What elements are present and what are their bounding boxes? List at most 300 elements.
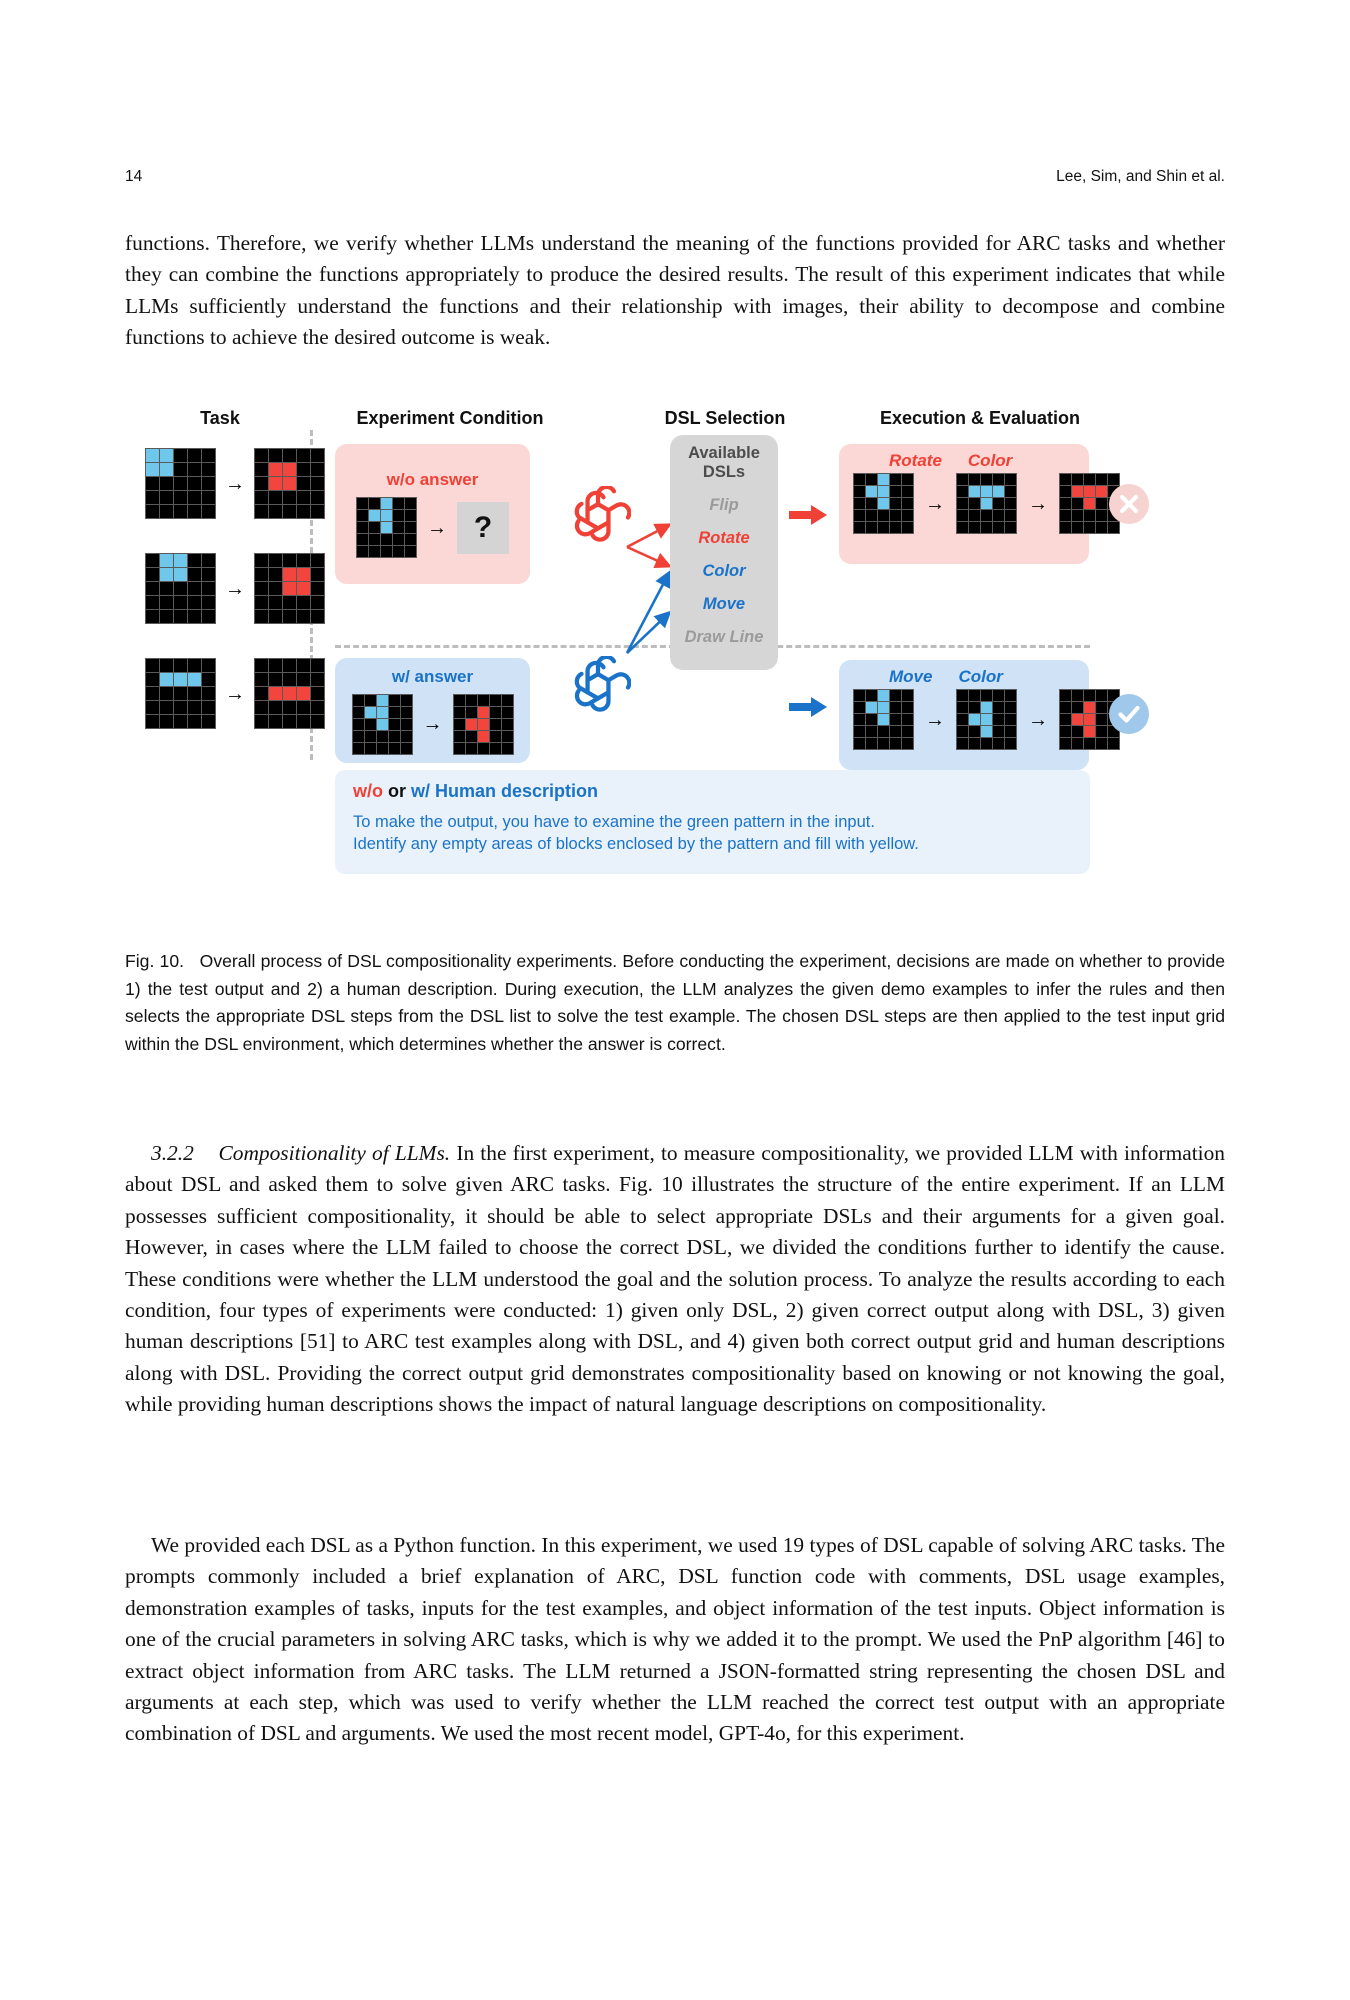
- grid-cell: [357, 498, 368, 509]
- grid-cell: [188, 491, 201, 504]
- available-dsl-panel: [670, 435, 778, 670]
- grid-cell: [269, 477, 282, 490]
- paragraph-top: functions. Therefore, we verify whether LLMs understand the meaning of the functions provided for ARC tasks and whether they can combine the functions appropriately to produce the desired results. The result of this experiment indicates that while LLMs sufficiently understand the functions and their relationship with images, their ability to decompose and combine functions to achieve the desired outcome is weak.: [125, 231, 1225, 350]
- grid-cell: [146, 687, 159, 700]
- grid-cell: [255, 463, 268, 476]
- task-input-grid: [145, 553, 216, 624]
- grid-cell: [957, 702, 968, 713]
- grid-cell: [902, 726, 913, 737]
- grid-cell: [454, 719, 465, 730]
- grid-cell: [902, 510, 913, 521]
- grid-cell: [369, 546, 380, 557]
- grid-cell: [401, 743, 412, 754]
- verdict-correct-icon: [1109, 694, 1149, 734]
- grid-cell: [993, 714, 1004, 725]
- grid-cell: [255, 477, 268, 490]
- grid-cell: [1060, 522, 1071, 533]
- grid-cell: [146, 491, 159, 504]
- grid-cell: [981, 474, 992, 485]
- experiment-condition-label: w/ answer: [391, 666, 474, 686]
- grid-cell: [297, 568, 310, 581]
- grid-cell: [1084, 510, 1095, 521]
- grid-cell: [297, 554, 310, 567]
- grid-cell: [311, 715, 324, 728]
- grid-cell: [957, 474, 968, 485]
- grid-cell: [283, 463, 296, 476]
- grid-cell: [902, 474, 913, 485]
- grid-cell: [269, 568, 282, 581]
- grid-cell: [1084, 738, 1095, 749]
- grid-cell: [1096, 726, 1107, 737]
- grid-cell: [1072, 510, 1083, 521]
- grid-cell: [1072, 486, 1083, 497]
- grid-cell: [255, 687, 268, 700]
- experiment-condition-label: w/o answer: [386, 470, 479, 489]
- grid-cell: [297, 715, 310, 728]
- grid-cell: [255, 568, 268, 581]
- grid-cell: [188, 596, 201, 609]
- dsl-item-flip[interactable]: Flip: [709, 496, 739, 514]
- grid-cell: [269, 715, 282, 728]
- dsl-panel-title: Available DSLs: [688, 444, 760, 481]
- grid-cell: [890, 474, 901, 485]
- grid-cell: [957, 690, 968, 701]
- grid-cell: [357, 534, 368, 545]
- grid-cell: [377, 695, 388, 706]
- grid-cell: [365, 707, 376, 718]
- grid-cell: [389, 743, 400, 754]
- experiment-condition-body: [356, 497, 509, 558]
- grid-cell: [1084, 474, 1095, 485]
- grid-cell: [957, 714, 968, 725]
- grid-cell: [353, 743, 364, 754]
- grid-cell: [188, 701, 201, 714]
- grid-cell: [297, 610, 310, 623]
- grid-cell: [357, 546, 368, 557]
- execution-step-rotate: Rotate: [889, 451, 942, 470]
- task-input-grid: [145, 658, 216, 729]
- page-number: 14: [125, 168, 143, 185]
- grid-cell: [405, 510, 416, 521]
- flow-arrow-blue-icon: [789, 696, 829, 723]
- grid-cell: [1096, 690, 1107, 701]
- grid-cell: [389, 731, 400, 742]
- grid-cell: [311, 463, 324, 476]
- arrow-right-icon: →: [225, 682, 245, 705]
- grid-cell: [969, 498, 980, 509]
- grid-cell: [902, 522, 913, 533]
- paragraph-last: We provided each DSL as a Python function. In this experiment, we used 19 types of DSL capable of solving ARC tasks. The prompts commonly included a brief explanation of ARC, DSL function code with comments, DSL usage examples, demonstration examples of tasks, inputs for the test examples, and object information of the test inputs. Object information is one of the crucial parameters in solving ARC tasks, which is why we added it to the prompt. We used the PnP algorithm [46] to extract object information from ARC tasks. The LLM returned a JSON-formatted string representing the chosen DSL and arguments at each step, which was used to verify whether the LLM reached the correct test output with an appropriate combination of DSL and arguments. We used the most recent model, GPT-4o, for this experiment.: [125, 1533, 1225, 1746]
- grid-cell: [389, 707, 400, 718]
- grid-cell: [401, 731, 412, 742]
- grid-cell: [202, 491, 215, 504]
- grid-cell: [297, 477, 310, 490]
- grid-cell: [146, 715, 159, 728]
- grid-cell: [993, 738, 1004, 749]
- grid-cell: [297, 687, 310, 700]
- grid-cell: [866, 726, 877, 737]
- grid-cell: [160, 449, 173, 462]
- grid-cell: [160, 491, 173, 504]
- grid-cell: [283, 687, 296, 700]
- grid-cell: [269, 491, 282, 504]
- execution-grid-sequence: [853, 689, 1075, 750]
- experiment-condition-body: [352, 694, 514, 755]
- grid-cell: [160, 715, 173, 728]
- grid-cell: [160, 477, 173, 490]
- grid-cell: [957, 486, 968, 497]
- grid-cell: [297, 701, 310, 714]
- grid-cell: [174, 596, 187, 609]
- grid-cell: [160, 554, 173, 567]
- grid-cell: [957, 510, 968, 521]
- grid-cell: [297, 491, 310, 504]
- grid-cell: [854, 486, 865, 497]
- arrow-right-icon: →: [225, 577, 245, 600]
- grid-cell: [160, 505, 173, 518]
- grid-cell: [454, 743, 465, 754]
- grid-cell: [878, 522, 889, 533]
- figure-10: [125, 408, 1225, 913]
- grid-cell: [297, 449, 310, 462]
- grid-cell: [174, 477, 187, 490]
- grid-cell: [1072, 690, 1083, 701]
- grid-cell: [202, 477, 215, 490]
- arrow-right-icon: →: [1028, 708, 1048, 731]
- grid-cell: [297, 463, 310, 476]
- execution-grid: [956, 689, 1017, 750]
- grid-cell: [878, 474, 889, 485]
- dsl-item-rotate[interactable]: Rotate: [698, 529, 750, 547]
- grid-cell: [255, 491, 268, 504]
- grid-cell: [188, 715, 201, 728]
- grid-cell: [311, 505, 324, 518]
- grid-cell: [353, 695, 364, 706]
- unknown-answer-box: ?: [457, 502, 509, 554]
- execution-row-correct: [839, 660, 1089, 770]
- task-output-grid: [254, 448, 325, 519]
- grid-cell: [188, 568, 201, 581]
- grid-cell: [160, 659, 173, 672]
- grid-cell: [490, 743, 501, 754]
- grid-cell: [502, 707, 513, 718]
- grid-cell: [993, 486, 1004, 497]
- grid-cell: [993, 702, 1004, 713]
- experiment-condition-with-answer: [335, 658, 530, 763]
- grid-cell: [269, 505, 282, 518]
- grid-cell: [188, 449, 201, 462]
- running-head-authors: Lee, Sim, and Shin et al.: [1056, 168, 1225, 185]
- grid-cell: [1060, 702, 1071, 713]
- grid-cell: [405, 546, 416, 557]
- grid-cell: [365, 719, 376, 730]
- grid-cell: [255, 582, 268, 595]
- grid-cell: [369, 510, 380, 521]
- grid-cell: [957, 738, 968, 749]
- execution-step-color: Color: [958, 667, 1003, 686]
- grid-cell: [854, 498, 865, 509]
- grid-cell: [405, 534, 416, 545]
- grid-cell: [269, 554, 282, 567]
- grid-cell: [890, 510, 901, 521]
- grid-cell: [866, 474, 877, 485]
- arrow-right-icon: →: [225, 472, 245, 495]
- grid-cell: [174, 659, 187, 672]
- grid-cell: [1096, 474, 1107, 485]
- grid-cell: [1084, 726, 1095, 737]
- grid-cell: [890, 702, 901, 713]
- grid-cell: [401, 707, 412, 718]
- section-number: 3.2.2: [151, 1141, 194, 1165]
- grid-cell: [1060, 498, 1071, 509]
- grid-cell: [146, 673, 159, 686]
- grid-cell: [405, 522, 416, 533]
- execution-step-labels: [889, 667, 1075, 687]
- grid-cell: [490, 707, 501, 718]
- grid-cell: [1005, 510, 1016, 521]
- grid-cell: [146, 659, 159, 672]
- grid-cell: [160, 673, 173, 686]
- grid-cell: [981, 738, 992, 749]
- grid-cell: [297, 596, 310, 609]
- dsl-item-color[interactable]: Color: [702, 562, 746, 580]
- grid-cell: [478, 695, 489, 706]
- grid-cell: [969, 702, 980, 713]
- grid-cell: [478, 719, 489, 730]
- grid-cell: [269, 449, 282, 462]
- grid-cell: [283, 610, 296, 623]
- grid-cell: [353, 719, 364, 730]
- grid-cell: [283, 582, 296, 595]
- grid-cell: [146, 582, 159, 595]
- grid-cell: [393, 522, 404, 533]
- grid-cell: [878, 702, 889, 713]
- grid-cell: [902, 498, 913, 509]
- grid-cell: [878, 486, 889, 497]
- figure-caption-label: Fig. 10.: [125, 951, 184, 971]
- human-description-line-2: Identify any empty areas of blocks enclosed by the pattern and fill with yellow.: [353, 835, 919, 853]
- grid-cell: [878, 714, 889, 725]
- grid-cell: [890, 690, 901, 701]
- grid-cell: [283, 554, 296, 567]
- grid-cell: [255, 659, 268, 672]
- grid-cell: [202, 596, 215, 609]
- grid-cell: [202, 449, 215, 462]
- grid-cell: [146, 477, 159, 490]
- dsl-item-draw-line[interactable]: Draw Line: [684, 628, 764, 646]
- arrow-right-icon: →: [422, 713, 443, 735]
- grid-cell: [1060, 510, 1071, 521]
- grid-cell: [381, 510, 392, 521]
- running-head: [125, 168, 1225, 186]
- grid-cell: [1096, 738, 1107, 749]
- openai-logo-icon: [565, 486, 631, 557]
- grid-cell: [890, 726, 901, 737]
- grid-cell: [255, 715, 268, 728]
- grid-cell: [357, 522, 368, 533]
- grid-cell: [311, 554, 324, 567]
- arrow-right-icon: →: [925, 492, 945, 515]
- grid-cell: [365, 731, 376, 742]
- execution-grid: [853, 689, 914, 750]
- flow-arrow-red-icon: [789, 504, 829, 531]
- grid-cell: [878, 738, 889, 749]
- grid-cell: [311, 449, 324, 462]
- grid-cell: [1084, 522, 1095, 533]
- grid-cell: [1005, 522, 1016, 533]
- section-title: Compositionality of LLMs.: [218, 1141, 451, 1165]
- grid-cell: [890, 486, 901, 497]
- grid-cell: [1005, 486, 1016, 497]
- grid-cell: [957, 498, 968, 509]
- grid-cell: [902, 714, 913, 725]
- grid-cell: [981, 702, 992, 713]
- grid-cell: [478, 743, 489, 754]
- grid-cell: [1060, 738, 1071, 749]
- grid-cell: [1072, 474, 1083, 485]
- grid-cell: [160, 687, 173, 700]
- grid-cell: [405, 498, 416, 509]
- execution-step-move: Move: [889, 667, 933, 686]
- grid-cell: [502, 743, 513, 754]
- grid-cell: [1096, 522, 1107, 533]
- grid-cell: [255, 505, 268, 518]
- grid-cell: [202, 554, 215, 567]
- grid-cell: [878, 498, 889, 509]
- grid-cell: [269, 582, 282, 595]
- grid-cell: [311, 687, 324, 700]
- grid-cell: [981, 714, 992, 725]
- grid-cell: [1084, 702, 1095, 713]
- grid-cell: [188, 554, 201, 567]
- grid-cell: [969, 726, 980, 737]
- grid-cell: [878, 690, 889, 701]
- grid-cell: [160, 596, 173, 609]
- grid-cell: [981, 510, 992, 521]
- grid-cell: [174, 673, 187, 686]
- grid-cell: [160, 582, 173, 595]
- grid-cell: [369, 498, 380, 509]
- grid-cell: [854, 522, 865, 533]
- section-body: In the first experiment, to measure compositionality, we provided LLM with information about DSL and asked them to solve given ARC tasks. Fig. 10 illustrates the structure of the entire experiment. If an LLM possesses sufficient compositionality, it should be able to select appropriate DSLs and their arguments for a given goal. However, in cases where the LLM failed to choose the correct DSL, we divided the conditions further to identify the cause. These conditions were whether the LLM understood the goal and the solution process. To analyze the results according to each condition, four types of experiments were conducted: 1) given only DSL, 2) given correct output along with DSL, 3) given human descriptions [51] to ARC test examples along with DSL, and 4) given both correct output grid and human descriptions along with DSL. Providing the correct output grid demonstrates compositionality based on knowing or not knowing the goal, while providing human descriptions shows the impact of natural language descriptions on compositionality.: [125, 1141, 1226, 1417]
- grid-cell: [902, 486, 913, 497]
- grid-cell: [866, 690, 877, 701]
- grid-cell: [490, 695, 501, 706]
- grid-cell: [365, 743, 376, 754]
- grid-cell: [283, 596, 296, 609]
- grid-cell: [890, 738, 901, 749]
- grid-cell: [981, 498, 992, 509]
- grid-cell: [174, 449, 187, 462]
- grid-cell: [1005, 474, 1016, 485]
- task-output-grid: [254, 553, 325, 624]
- grid-cell: [311, 659, 324, 672]
- grid-cell: [1005, 714, 1016, 725]
- grid-cell: [902, 702, 913, 713]
- grid-cell: [377, 743, 388, 754]
- grid-cell: [146, 463, 159, 476]
- grid-cell: [202, 715, 215, 728]
- grid-cell: [369, 534, 380, 545]
- column-header-execution-evaluation: Execution & Evaluation: [879, 408, 1081, 428]
- grid-cell: [202, 673, 215, 686]
- grid-cell: [160, 701, 173, 714]
- grid-cell: [255, 673, 268, 686]
- grid-cell: [146, 505, 159, 518]
- grid-cell: [353, 731, 364, 742]
- grid-cell: [1072, 714, 1083, 725]
- grid-cell: [269, 687, 282, 700]
- grid-cell: [381, 498, 392, 509]
- grid-cell: [1096, 714, 1107, 725]
- grid-cell: [993, 522, 1004, 533]
- grid-cell: [981, 486, 992, 497]
- grid-cell: [1072, 498, 1083, 509]
- grid-cell: [878, 510, 889, 521]
- grid-cell: [969, 474, 980, 485]
- grid-cell: [866, 522, 877, 533]
- execution-step-color: Color: [967, 451, 1013, 470]
- grid-cell: [297, 659, 310, 672]
- grid-cell: [188, 610, 201, 623]
- grid-cell: [1096, 702, 1107, 713]
- grid-cell: [866, 738, 877, 749]
- grid-cell: [854, 510, 865, 521]
- grid-cell: [311, 596, 324, 609]
- grid-cell: [174, 505, 187, 518]
- grid-cell: [969, 690, 980, 701]
- dsl-item-move[interactable]: Move: [702, 595, 746, 613]
- grid-cell: [381, 534, 392, 545]
- grid-cell: [365, 695, 376, 706]
- grid-cell: [866, 714, 877, 725]
- human-description-or: or: [383, 781, 412, 801]
- grid-cell: [490, 719, 501, 730]
- grid-cell: [1060, 714, 1071, 725]
- grid-cell: [1072, 726, 1083, 737]
- grid-cell: [890, 714, 901, 725]
- grid-cell: [1060, 474, 1071, 485]
- grid-cell: [202, 701, 215, 714]
- grid-cell: [174, 491, 187, 504]
- grid-cell: [1108, 738, 1119, 749]
- grid-cell: [854, 702, 865, 713]
- grid-cell: [1084, 690, 1095, 701]
- grid-cell: [1072, 702, 1083, 713]
- grid-cell: [255, 554, 268, 567]
- grid-cell: [353, 707, 364, 718]
- grid-cell: [981, 690, 992, 701]
- grid-cell: [957, 726, 968, 737]
- grid-cell: [377, 731, 388, 742]
- grid-cell: [311, 568, 324, 581]
- grid-cell: [1096, 498, 1107, 509]
- grid-cell: [890, 522, 901, 533]
- grid-cell: [146, 449, 159, 462]
- execution-grid-sequence: [853, 473, 1075, 534]
- execution-grid: [956, 473, 1017, 534]
- human-description-wo: w/o: [353, 781, 383, 801]
- grid-cell: [269, 463, 282, 476]
- openai-logo-icon: [565, 656, 631, 727]
- grid-cell: [993, 726, 1004, 737]
- grid-cell: [283, 715, 296, 728]
- grid-cell: [174, 715, 187, 728]
- grid-cell: [297, 673, 310, 686]
- grid-cell: [174, 582, 187, 595]
- grid-cell: [146, 701, 159, 714]
- grid-cell: [369, 522, 380, 533]
